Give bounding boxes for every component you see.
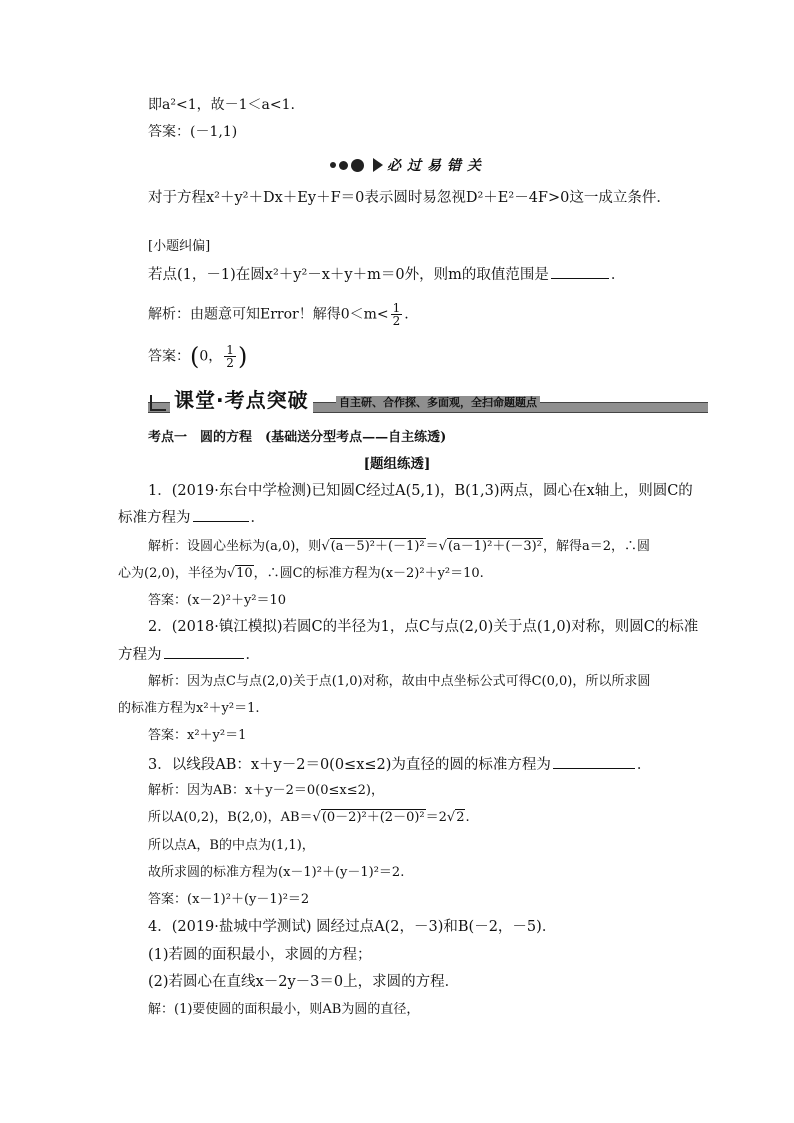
punct: ． [636,757,652,773]
answer-line: 答案：x²＋y²＝1 [148,728,247,743]
analysis-text: 解析：由题意可知Error！解得0＜m< [148,306,389,323]
analysis-line: 解析：因为AB：x＋y－2＝0(0≤x≤2)， [148,783,384,798]
fraction [391,302,403,327]
problem-text: 标准方程为 [118,510,191,526]
numerator: 1 [226,343,234,357]
analysis-line: 故所求圆的标准方程为(x－1)²＋(y－1)²＝2. [148,865,405,880]
group-heading: [题组练透] [363,456,431,472]
problem-2-line: 2．(2018·镇江模拟)若圆C的半径为1，点C与点(2,0)关于点(1,0)对称，则圆C的标准 [148,619,699,635]
analysis-line: 心为(2,0)，半径为√10，∴圆C的标准方程为(x－2)²＋y²＝10. [118,566,484,581]
denominator: 2 [226,356,234,370]
dots-icon [330,159,367,172]
denominator: 2 [392,314,401,328]
punct: ． [250,510,265,526]
answer-blank [553,754,635,769]
sqrt-expression: 10 [236,566,253,581]
answer-line: 答案：(－1,1) [148,124,238,140]
answer-value: 0， [199,348,223,365]
sqrt-expression: (a－1)²＋(－3)² [447,539,542,554]
solution-line: 解：(1)要使圆的面积最小，则AB为圆的直径， [148,1002,420,1017]
problem-text: 若点(1，－1)在圆x²＋y²－x＋y＋m＝0外，则m的取值范围是 [148,267,549,283]
sqrt-expression: (a－5)²＋(－1)² [330,539,425,554]
problem-2-line2 [118,644,260,665]
problem-text: 方程为 [118,647,162,663]
trap-banner [330,155,487,175]
problem-text: 3．以线段AB：x＋y－2＝0(0≤x≤2)为直径的圆的标准方程为 [148,757,551,773]
analysis-text: 解析：设圆心坐标为(a,0)，则 [148,539,322,554]
analysis-text: 所以A(0,2)，B(2,0)，AB＝ [148,810,313,825]
analysis-line: 的标准方程为x²＋y²＝1. [118,701,260,716]
analysis-line: 解析：设圆心坐标为(a,0)，则√(a－5)²＋(－1)²＝√(a－1)²＋(－3)²，解得a＝2，∴圆 [148,539,650,554]
problem-3-line [148,754,651,775]
answer-label: 答案： [148,348,190,365]
analysis-text: ，∴圆C的标准方程为(x－2)²＋y²＝10. [253,566,484,581]
sqrt-expression: 2 [456,810,465,825]
answer-line: 答案：(x－2)²＋y²＝10 [148,593,287,608]
analysis-text: 心为(2,0)，半径为 [118,566,227,581]
fraction [224,344,236,369]
punct: . [404,306,409,323]
problem-4-line: 4．(2019·盐城中学测试) 圆经过点A(2，－3)和B(－2，－5)． [148,919,557,935]
analysis-line [148,302,409,327]
answer-blank [193,507,249,522]
punct: . [465,810,470,825]
answer-blank [164,644,244,659]
answer-line: 答案：(0， $\frac{1}{2}$ ) [148,342,248,371]
problem-1-line: 1．(2019·东台中学检测)已知圆C经过A(5,1)，B(1,3)两点，圆心在x轴上，则圆C的 [148,483,693,499]
arrow-icon [373,158,383,172]
numerator: 1 [392,301,401,315]
text-line: 对于方程x²＋y²＋Dx＋Ey＋F＝0表示圆时易忽视D²＋E²－4F>0这一成立条件． [148,190,671,206]
problem-4-part1: (1)若圆的面积最小，求圆的方程； [148,947,372,963]
section-title: 课堂·考点突破 [170,387,313,413]
punct: ． [245,647,260,663]
trap-title: 必过易错关 [387,158,487,174]
analysis-line: 所以A(0,2)，B(2,0)，AB＝√(0－2)²＋(2－0)²＝2√2. [148,810,470,825]
analysis-text: ＝2 [425,810,447,825]
section-label: [小题纠偏] [148,239,211,254]
analysis-line: 解析：因为点C与点(2,0)关于点(1,0)对称，故由中点坐标公式可得C(0,0)，所以所求圆 [148,674,651,689]
topic-heading: 考点一 圆的方程 (基础送分型考点——自主练透) [148,430,447,445]
problem-1-line2 [118,507,265,528]
problem-line [148,264,625,285]
answer-line: 答案：(x－1)²＋(y－1)²＝2 [148,892,310,907]
section-subtitle: 自主研、合作探、多面观，全扫命题题点 [336,396,540,410]
punct: ． [610,267,626,283]
equals: ＝ [425,539,439,554]
analysis-text: ，解得a＝2，∴圆 [542,539,650,554]
answer-blank [551,264,609,279]
section-banner [148,387,708,413]
analysis-line: 所以点A，B的中点为(1,1)， [148,838,315,853]
problem-4-part2: (2)若圆心在直线x－2y－3＝0上，求圆的方程． [148,974,460,990]
text-line: 即a²<1，故－1＜a<1. [148,97,295,113]
sqrt-expression: (0－2)²＋(2－0)² [321,810,425,825]
